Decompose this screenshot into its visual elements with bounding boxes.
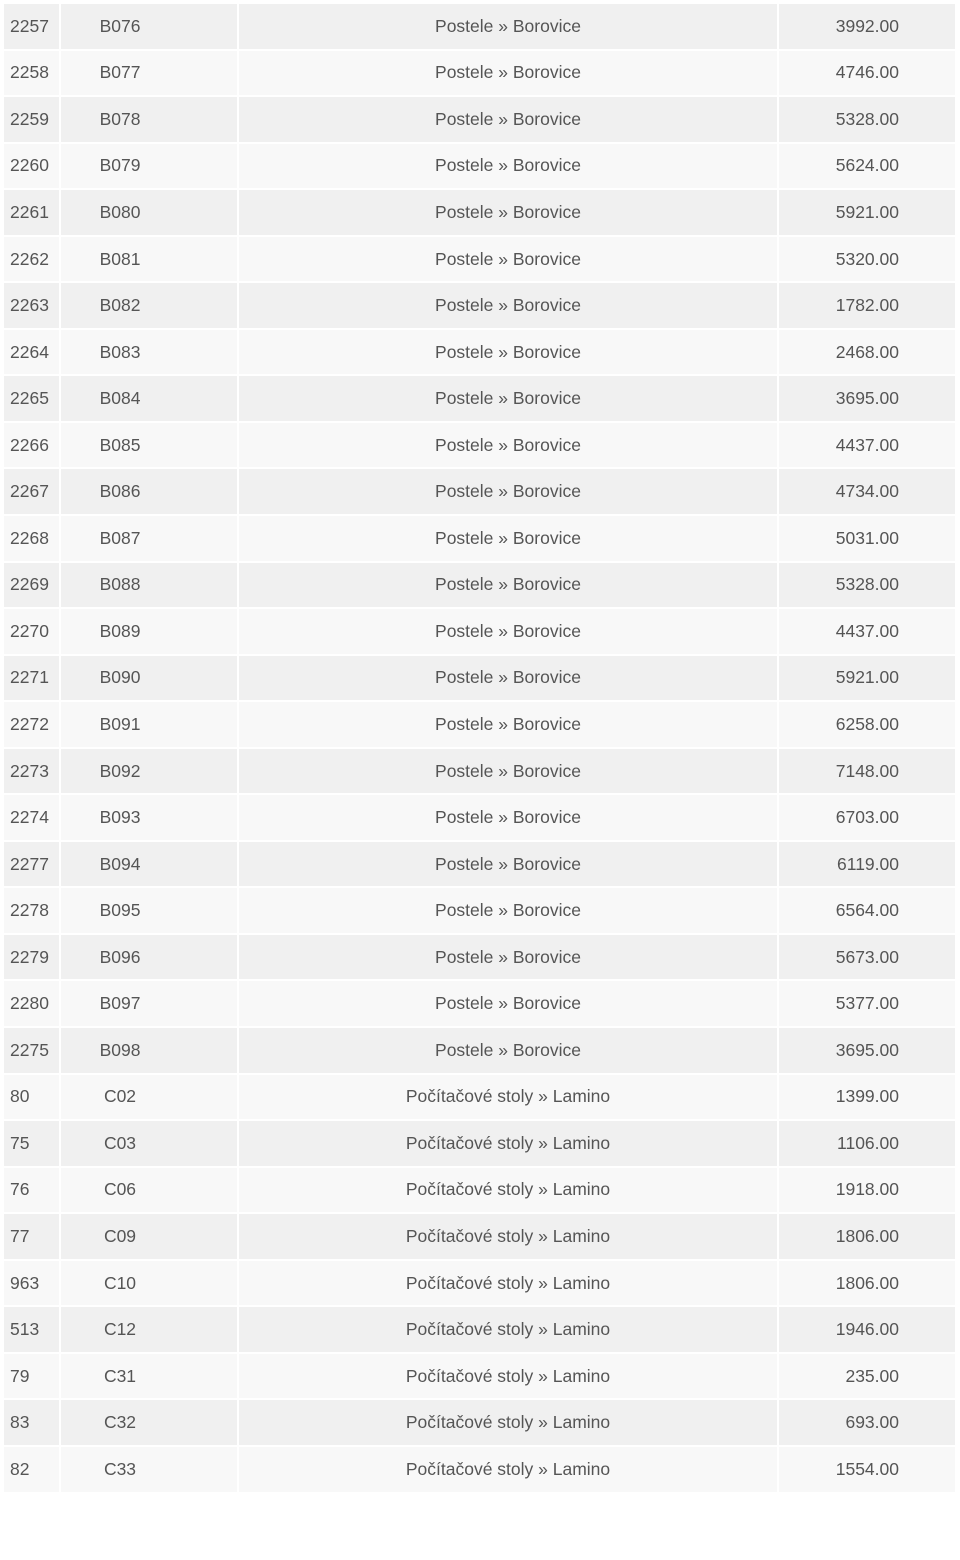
- table-row: [4, 656, 957, 703]
- table-row: [4, 516, 957, 563]
- price-cell: 4746.00: [779, 51, 957, 98]
- table-row: [4, 423, 957, 470]
- category-cell: Postele » Borovice: [239, 237, 779, 284]
- product-id-cell: 2278: [4, 888, 61, 935]
- product-code-cell: B083: [61, 330, 239, 377]
- price-cell: 5328.00: [779, 563, 957, 610]
- table-row: [4, 283, 957, 330]
- table-row: [4, 1447, 957, 1494]
- price-cell: 2468.00: [779, 330, 957, 377]
- product-id-cell: 75: [4, 1121, 61, 1168]
- product-price-table: [4, 4, 957, 1494]
- product-id-cell: 80: [4, 1075, 61, 1122]
- product-code-cell: B084: [61, 376, 239, 423]
- price-cell: 235.00: [779, 1354, 957, 1401]
- category-cell: Postele » Borovice: [239, 842, 779, 889]
- category-cell: Postele » Borovice: [239, 749, 779, 796]
- category-cell: Postele » Borovice: [239, 609, 779, 656]
- category-cell: Postele » Borovice: [239, 563, 779, 610]
- category-cell: Postele » Borovice: [239, 330, 779, 377]
- price-cell: 5921.00: [779, 190, 957, 237]
- category-cell: Počítačové stoly » Lamino: [239, 1261, 779, 1308]
- product-id-cell: 77: [4, 1214, 61, 1261]
- table-row: [4, 795, 957, 842]
- product-code-cell: B089: [61, 609, 239, 656]
- product-code-cell: B091: [61, 702, 239, 749]
- product-id-cell: 2259: [4, 97, 61, 144]
- table-row: [4, 1028, 957, 1075]
- price-cell: 6564.00: [779, 888, 957, 935]
- price-cell: 1106.00: [779, 1121, 957, 1168]
- price-cell: 5921.00: [779, 656, 957, 703]
- price-cell: 3695.00: [779, 376, 957, 423]
- product-id-cell: 2275: [4, 1028, 61, 1075]
- table-row: [4, 563, 957, 610]
- category-cell: Postele » Borovice: [239, 4, 779, 51]
- category-cell: Postele » Borovice: [239, 51, 779, 98]
- category-cell: Postele » Borovice: [239, 1028, 779, 1075]
- price-cell: 5320.00: [779, 237, 957, 284]
- product-id-cell: 963: [4, 1261, 61, 1308]
- price-cell: 5031.00: [779, 516, 957, 563]
- price-cell: 1806.00: [779, 1214, 957, 1261]
- category-cell: Počítačové stoly » Lamino: [239, 1400, 779, 1447]
- category-cell: Počítačové stoly » Lamino: [239, 1307, 779, 1354]
- product-code-cell: B080: [61, 190, 239, 237]
- category-cell: Počítačové stoly » Lamino: [239, 1214, 779, 1261]
- table-row: [4, 1307, 957, 1354]
- table-row: [4, 981, 957, 1028]
- category-cell: Postele » Borovice: [239, 97, 779, 144]
- product-code-cell: B087: [61, 516, 239, 563]
- product-id-cell: 2274: [4, 795, 61, 842]
- product-id-cell: 76: [4, 1168, 61, 1215]
- category-cell: Počítačové stoly » Lamino: [239, 1075, 779, 1122]
- table-row: [4, 469, 957, 516]
- category-cell: Počítačové stoly » Lamino: [239, 1168, 779, 1215]
- price-cell: 6258.00: [779, 702, 957, 749]
- price-cell: 4437.00: [779, 423, 957, 470]
- product-code-cell: B077: [61, 51, 239, 98]
- table-row: [4, 749, 957, 796]
- price-cell: 1918.00: [779, 1168, 957, 1215]
- category-cell: Postele » Borovice: [239, 516, 779, 563]
- product-code-cell: B088: [61, 563, 239, 610]
- table-row: [4, 1354, 957, 1401]
- category-cell: Postele » Borovice: [239, 423, 779, 470]
- price-cell: 1782.00: [779, 283, 957, 330]
- product-code-cell: C09: [61, 1214, 239, 1261]
- category-cell: Postele » Borovice: [239, 376, 779, 423]
- product-id-cell: 2261: [4, 190, 61, 237]
- table-row: [4, 1261, 957, 1308]
- category-cell: Postele » Borovice: [239, 190, 779, 237]
- product-code-cell: B097: [61, 981, 239, 1028]
- product-code-cell: B086: [61, 469, 239, 516]
- table-body: [4, 4, 957, 1494]
- table-row: [4, 376, 957, 423]
- product-code-cell: B082: [61, 283, 239, 330]
- category-cell: Počítačové stoly » Lamino: [239, 1354, 779, 1401]
- product-id-cell: 2257: [4, 4, 61, 51]
- product-code-cell: C33: [61, 1447, 239, 1494]
- product-id-cell: 2273: [4, 749, 61, 796]
- product-code-cell: B078: [61, 97, 239, 144]
- price-cell: 5673.00: [779, 935, 957, 982]
- price-cell: 6119.00: [779, 842, 957, 889]
- product-id-cell: 2265: [4, 376, 61, 423]
- category-cell: Postele » Borovice: [239, 981, 779, 1028]
- category-cell: Postele » Borovice: [239, 702, 779, 749]
- category-cell: Počítačové stoly » Lamino: [239, 1447, 779, 1494]
- table-row: [4, 935, 957, 982]
- product-id-cell: 513: [4, 1307, 61, 1354]
- product-id-cell: 2271: [4, 656, 61, 703]
- product-id-cell: 2258: [4, 51, 61, 98]
- category-cell: Postele » Borovice: [239, 888, 779, 935]
- product-code-cell: C32: [61, 1400, 239, 1447]
- table-row: [4, 609, 957, 656]
- product-id-cell: 2260: [4, 144, 61, 191]
- product-id-cell: 2263: [4, 283, 61, 330]
- table-row: [4, 237, 957, 284]
- product-id-cell: 2277: [4, 842, 61, 889]
- product-id-cell: 2266: [4, 423, 61, 470]
- category-cell: Postele » Borovice: [239, 283, 779, 330]
- product-code-cell: B096: [61, 935, 239, 982]
- table-row: [4, 1075, 957, 1122]
- product-id-cell: 2279: [4, 935, 61, 982]
- category-cell: Postele » Borovice: [239, 656, 779, 703]
- product-id-cell: 2272: [4, 702, 61, 749]
- table-row: [4, 190, 957, 237]
- product-code-cell: B098: [61, 1028, 239, 1075]
- product-code-cell: C12: [61, 1307, 239, 1354]
- product-id-cell: 79: [4, 1354, 61, 1401]
- product-code-cell: C10: [61, 1261, 239, 1308]
- table-row: [4, 702, 957, 749]
- product-id-cell: 2262: [4, 237, 61, 284]
- table-row: [4, 51, 957, 98]
- price-cell: 3695.00: [779, 1028, 957, 1075]
- product-id-cell: 82: [4, 1447, 61, 1494]
- category-cell: Postele » Borovice: [239, 144, 779, 191]
- product-id-cell: 83: [4, 1400, 61, 1447]
- product-id-cell: 2268: [4, 516, 61, 563]
- category-cell: Počítačové stoly » Lamino: [239, 1121, 779, 1168]
- table-row: [4, 4, 957, 51]
- product-code-cell: B094: [61, 842, 239, 889]
- table-row: [4, 144, 957, 191]
- price-cell: 3992.00: [779, 4, 957, 51]
- price-cell: 5624.00: [779, 144, 957, 191]
- price-cell: 7148.00: [779, 749, 957, 796]
- price-cell: 1399.00: [779, 1075, 957, 1122]
- price-cell: 1554.00: [779, 1447, 957, 1494]
- table-row: [4, 97, 957, 144]
- product-id-cell: 2269: [4, 563, 61, 610]
- category-cell: Postele » Borovice: [239, 795, 779, 842]
- product-code-cell: C31: [61, 1354, 239, 1401]
- product-code-cell: B076: [61, 4, 239, 51]
- product-code-cell: B093: [61, 795, 239, 842]
- table-row: [4, 1400, 957, 1447]
- table-row: [4, 1121, 957, 1168]
- price-cell: 4437.00: [779, 609, 957, 656]
- table-row: [4, 330, 957, 377]
- price-cell: 1806.00: [779, 1261, 957, 1308]
- product-id-cell: 2280: [4, 981, 61, 1028]
- product-code-cell: C06: [61, 1168, 239, 1215]
- product-id-cell: 2264: [4, 330, 61, 377]
- price-cell: 5377.00: [779, 981, 957, 1028]
- price-cell: 693.00: [779, 1400, 957, 1447]
- price-cell: 6703.00: [779, 795, 957, 842]
- product-id-cell: 2270: [4, 609, 61, 656]
- category-cell: Postele » Borovice: [239, 469, 779, 516]
- price-cell: 4734.00: [779, 469, 957, 516]
- product-code-cell: B090: [61, 656, 239, 703]
- product-code-cell: B095: [61, 888, 239, 935]
- table-row: [4, 842, 957, 889]
- product-code-cell: C02: [61, 1075, 239, 1122]
- product-code-cell: B081: [61, 237, 239, 284]
- table-row: [4, 888, 957, 935]
- category-cell: Postele » Borovice: [239, 935, 779, 982]
- product-code-cell: B085: [61, 423, 239, 470]
- table-row: [4, 1214, 957, 1261]
- product-code-cell: C03: [61, 1121, 239, 1168]
- product-code-cell: B079: [61, 144, 239, 191]
- product-code-cell: B092: [61, 749, 239, 796]
- price-cell: 1946.00: [779, 1307, 957, 1354]
- product-id-cell: 2267: [4, 469, 61, 516]
- price-cell: 5328.00: [779, 97, 957, 144]
- table-row: [4, 1168, 957, 1215]
